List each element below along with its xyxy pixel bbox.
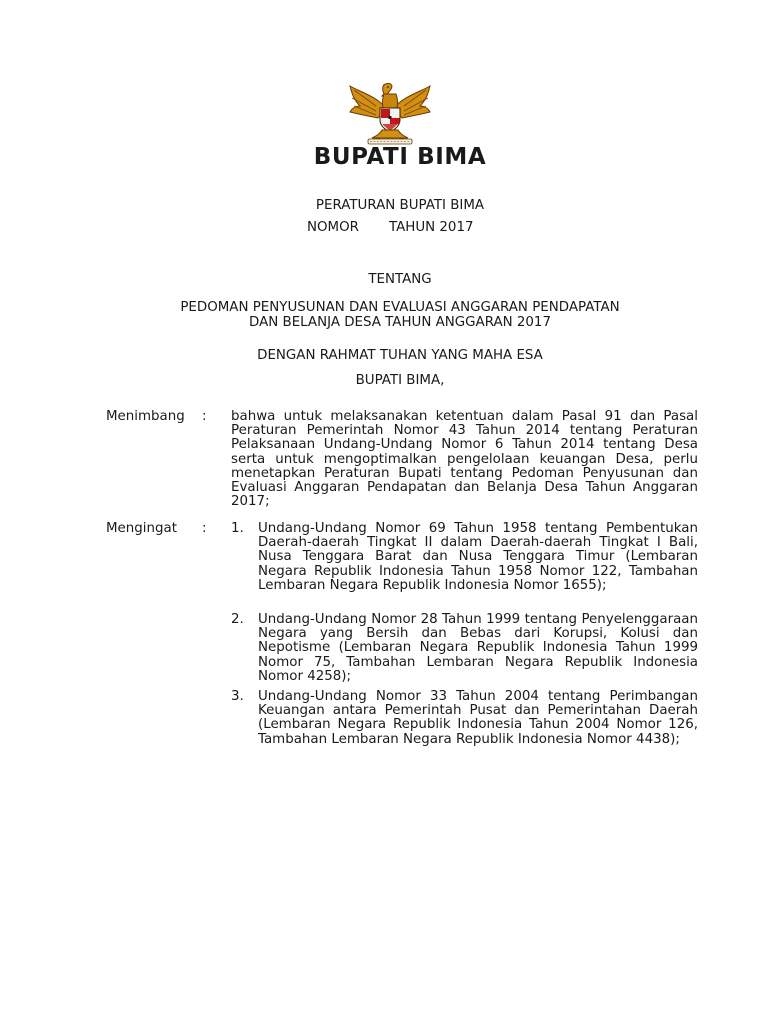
blessing-line: DENGAN RAHMAT TUHAN YANG MAHA ESA xyxy=(257,348,543,363)
issuer-line: BUPATI BIMA, xyxy=(355,373,445,388)
list-item-text: Undang-Undang Nomor 28 Tahun 1999 tentang Penyelenggaraan Negara yang Bersih dan Bebas dari Korupsi, Kolusi dan Nepotisme (Lembaran Negara Republik Indonesia Tahun 1999 Nomor 75, Tambahan Lembaran Negara Republik Indonesia Nomor 4258); xyxy=(258,612,698,684)
list-item-text: Undang-Undang Nomor 69 Tahun 1958 tentang Pembentukan Daerah-daerah Tingkat II dalam Daerah-daerah Tingkat I Bali, Nusa Tenggara Barat dan Nusa Tenggara Timur (Lembaran Negara Republik Indonesia Tahun 1958 Nomor 122, Tambahan Lembaran Negara Republik Indonesia Nomor 1655); xyxy=(258,521,698,593)
nomor-label: NOMOR xyxy=(307,220,359,235)
subject-line-2: DAN BELANJA DESA TAHUN ANGGARAN 2017 xyxy=(249,315,551,330)
tahun-label: TAHUN 2017 xyxy=(388,220,474,235)
list-item-number: 2. xyxy=(231,612,244,627)
list-item-number: 3. xyxy=(231,689,244,704)
list-item-text: Undang-Undang Nomor 33 Tahun 2004 tentang Perimbangan Keuangan antara Pemerintah Pusat dan Pemerintahan Daerah (Lembaran Negara Republik Indonesia Tahun 2004 Nomor 126, Tambahan Lembaran Negara Republik Indonesia Nomor 4438); xyxy=(258,689,698,747)
regulation-heading: PERATURAN BUPATI BIMA xyxy=(315,198,485,213)
page-title: BUPATI BIMA xyxy=(313,144,487,170)
mengingat-colon: : xyxy=(202,521,207,536)
menimbang-label: Menimbang xyxy=(106,409,185,424)
menimbang-text: bahwa untuk melaksanakan ketentuan dalam Pasal 91 dan Pasal Peraturan Pemerintah Nomor 43 Tahun 2014 tentang Peraturan Pelaksanaan Undang-Undang Nomor 6 Tahun 2014 tentang Desa serta untuk mengoptimalkan pengelolaan keuangan Desa, perlu menetapkan Peraturan Bupati tentang Pedoman Penyusunan dan Evaluasi Anggaran Pendapatan dan Belanja Desa Tahun Anggaran 2017; xyxy=(231,409,698,510)
list-item-number: 1. xyxy=(231,521,244,536)
mengingat-label: Mengingat xyxy=(106,521,177,536)
garuda-emblem-icon xyxy=(346,78,434,146)
menimbang-colon: : xyxy=(202,409,207,424)
nomor-line xyxy=(307,220,474,236)
subject-line-1: PEDOMAN PENYUSUNAN DAN EVALUASI ANGGARAN PENDAPATAN xyxy=(180,300,620,315)
tentang-heading: TENTANG xyxy=(368,272,432,287)
